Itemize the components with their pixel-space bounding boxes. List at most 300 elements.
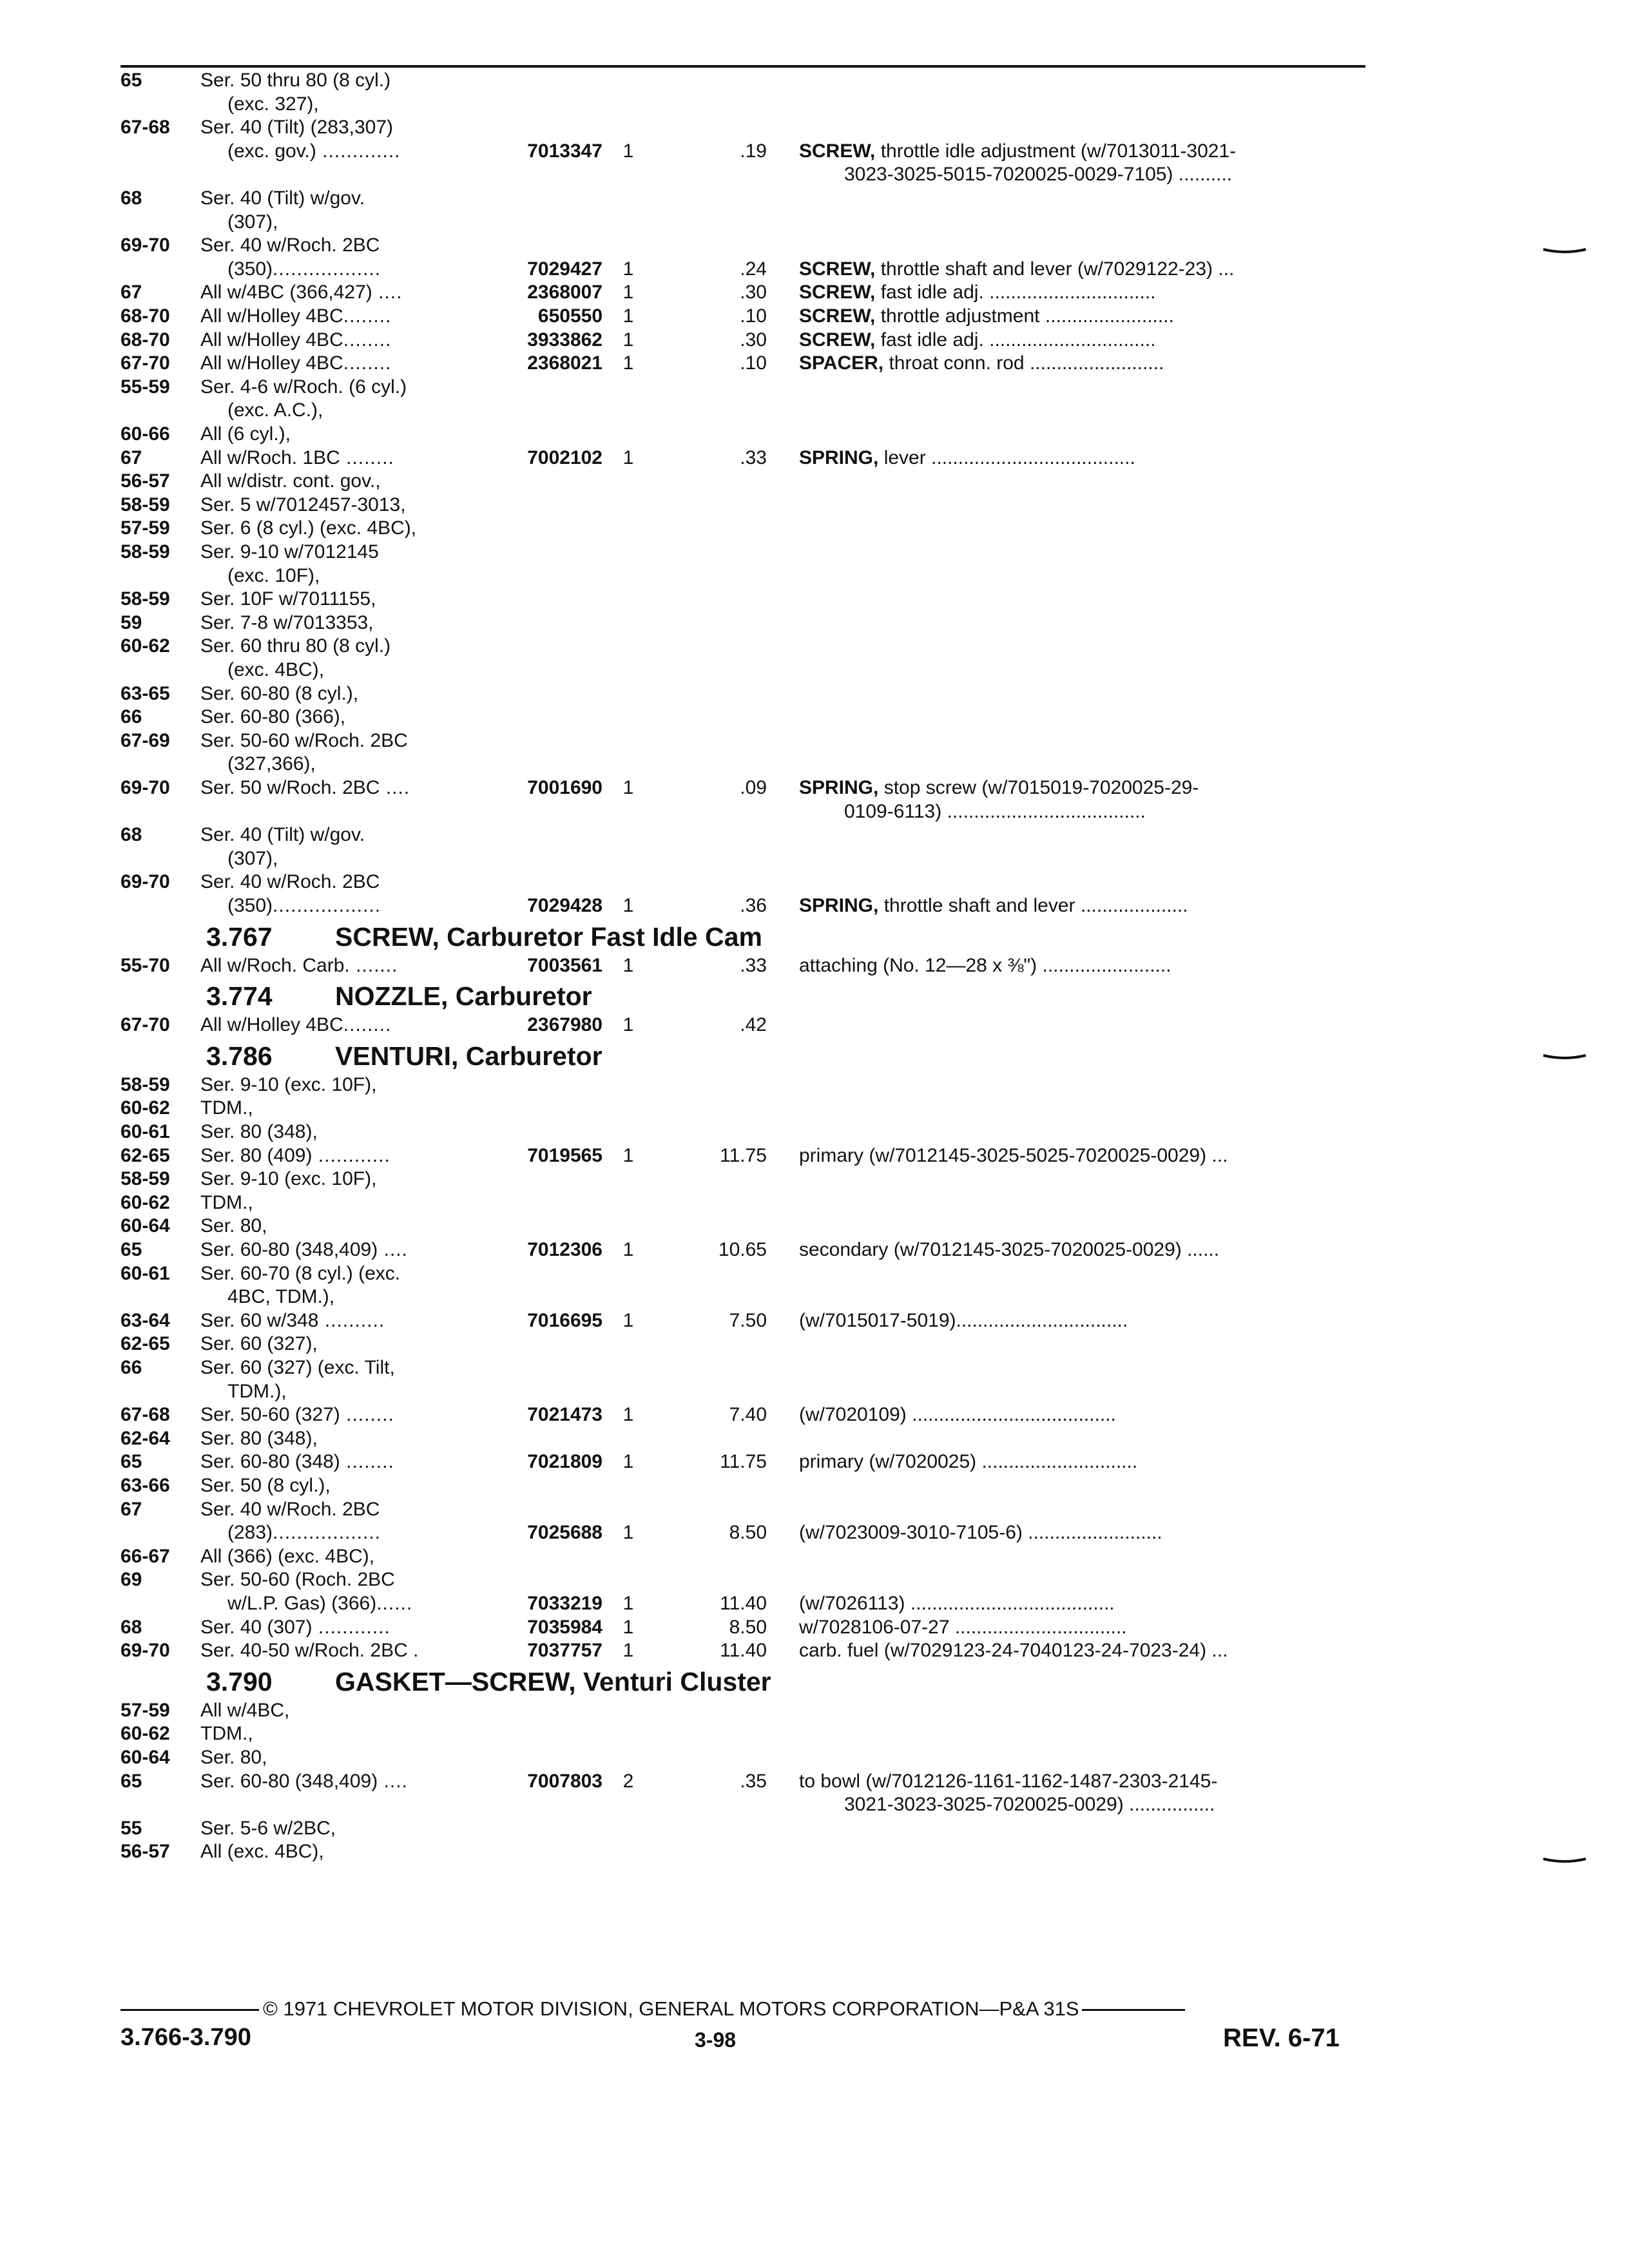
footer-copyright xyxy=(120,1997,1364,2021)
table-row xyxy=(0,1722,1629,1745)
section-number: 3.790 xyxy=(206,1666,273,1696)
quantity: 1 xyxy=(622,1309,634,1331)
description-text: (exc. 4BC), xyxy=(227,659,325,680)
application-description xyxy=(227,399,323,422)
remark-text: throttle shaft and lever (w/7029122-23) ... xyxy=(875,258,1235,280)
application-description xyxy=(200,517,416,540)
application-description xyxy=(200,1699,289,1722)
footer-section-range: 3.766-3.790 xyxy=(120,2024,251,2051)
model-year: 60-66 xyxy=(120,423,170,445)
quantity: 1 xyxy=(622,954,634,976)
model-year: 58-59 xyxy=(120,541,170,562)
description-text: Ser. 5 w/7012457-3013, xyxy=(200,494,406,515)
table-row xyxy=(0,376,1629,399)
description-text: Ser. 9-10 (exc. 10F), xyxy=(200,1168,377,1190)
description-text: Ser. 50-60 w/Roch. 2BC xyxy=(200,729,408,751)
part-name: SCREW, xyxy=(799,140,876,162)
model-year: 60-64 xyxy=(120,1215,170,1237)
table-row xyxy=(0,399,1629,422)
part-number: 3933862 xyxy=(527,329,602,351)
model-year: 68-70 xyxy=(120,305,170,327)
margin-mark xyxy=(1542,1052,1587,1059)
part-name: SCREW, xyxy=(799,282,876,303)
remarks xyxy=(844,163,1232,186)
quantity: 2 xyxy=(622,1770,634,1792)
price: .24 xyxy=(740,258,767,280)
description-text: Ser. 6 (8 cyl.) (exc. 4BC), xyxy=(200,517,417,539)
description-text: Ser. 60-80 (348) xyxy=(200,1451,340,1473)
model-year: 63-64 xyxy=(120,1309,170,1331)
application-description xyxy=(227,1592,412,1615)
description-text: (exc. 10F), xyxy=(227,564,320,586)
price: .09 xyxy=(740,777,767,798)
remarks xyxy=(799,954,1171,977)
price: .10 xyxy=(740,305,767,327)
application-description xyxy=(200,376,407,399)
model-year: 67-70 xyxy=(120,352,170,374)
leader-dots: ........ xyxy=(340,447,394,468)
remarks xyxy=(799,447,1135,470)
leader-dots: .................. xyxy=(273,895,381,916)
description-text: Ser. 60-80 (366), xyxy=(200,706,346,728)
description-text: (283) xyxy=(227,1522,273,1544)
table-row xyxy=(0,1746,1629,1769)
part-number: 7035984 xyxy=(527,1616,602,1638)
application-description xyxy=(200,234,380,257)
description-text: All w/Holley 4BC xyxy=(200,305,343,327)
quantity: 1 xyxy=(622,140,634,162)
table-row xyxy=(0,588,1629,611)
table-row xyxy=(0,1474,1629,1497)
remarks xyxy=(799,1450,1137,1474)
quantity: 1 xyxy=(622,352,634,374)
remark-text: secondary (w/7012145-3025-7020025-0029) ...... xyxy=(799,1239,1220,1260)
application-description xyxy=(200,823,365,847)
remarks xyxy=(799,1238,1219,1262)
application-description xyxy=(200,1073,376,1097)
model-year: 58-59 xyxy=(120,494,170,515)
remark-text: throat conn. rod ......................... xyxy=(883,352,1164,374)
table-row xyxy=(0,1770,1629,1793)
remarks xyxy=(799,329,1156,352)
remarks xyxy=(799,1770,1217,1793)
description-text: Ser. 60-80 (348,409) xyxy=(200,1770,378,1792)
price: .19 xyxy=(740,140,767,162)
table-row xyxy=(0,352,1629,375)
part-number: 7003561 xyxy=(527,954,602,976)
table-row xyxy=(0,494,1629,517)
quantity: 1 xyxy=(622,1616,634,1638)
part-number: 7029428 xyxy=(527,895,602,916)
remarks xyxy=(799,305,1174,328)
remark-text: 3021-3023-3025-7020025-0029) ................ xyxy=(844,1794,1215,1816)
part-number: 7001690 xyxy=(527,777,602,798)
application-description xyxy=(200,494,406,517)
remark-text: (w/7023009-3010-7105-6) ......................... xyxy=(799,1522,1162,1544)
section-title: NOZZLE, Carburetor xyxy=(335,981,592,1012)
description-text: Ser. 7-8 w/7013353, xyxy=(200,611,374,633)
application-description xyxy=(200,281,402,304)
leader-dots: .................. xyxy=(273,1522,381,1544)
table-row xyxy=(0,1403,1629,1427)
leader-dots: .... xyxy=(372,282,403,303)
part-name: SPRING, xyxy=(799,895,879,916)
model-year: 55-59 xyxy=(120,376,170,398)
part-name: SPRING, xyxy=(799,447,879,468)
application-description xyxy=(200,1450,394,1474)
leader-dots: ........ xyxy=(343,352,392,374)
model-year: 67-69 xyxy=(120,729,170,751)
application-description xyxy=(227,894,381,918)
leader-dots: ........ xyxy=(340,1404,394,1426)
remarks xyxy=(799,140,1236,163)
price: .33 xyxy=(740,954,767,976)
application-description xyxy=(200,729,408,753)
model-year: 67-68 xyxy=(120,1404,170,1426)
application-description xyxy=(200,1332,318,1356)
description-text: Ser. 50 w/Roch. 2BC xyxy=(200,777,380,798)
part-number: 7012306 xyxy=(527,1239,602,1260)
table-row xyxy=(0,1191,1629,1215)
table-row xyxy=(0,1840,1629,1863)
remarks xyxy=(799,1309,1128,1332)
part-number: 7021809 xyxy=(527,1451,602,1473)
table-row xyxy=(0,211,1629,234)
description-text: Ser. 40 (Tilt) w/gov. xyxy=(200,187,365,209)
application-description xyxy=(200,1840,324,1863)
model-year: 58-59 xyxy=(120,1073,170,1095)
table-row xyxy=(0,635,1629,658)
table-row xyxy=(0,258,1629,281)
model-year: 68-70 xyxy=(120,329,170,351)
table-row xyxy=(0,611,1629,635)
top-rule xyxy=(120,65,1365,68)
table-row xyxy=(0,1450,1629,1474)
remarks xyxy=(799,258,1234,281)
footer-revision: REV. 6-71 xyxy=(1223,2024,1340,2052)
price: .36 xyxy=(740,895,767,916)
application-description xyxy=(200,1309,385,1332)
model-year: 69-70 xyxy=(120,871,170,893)
section-title: SCREW, Carburetor Fast Idle Cam xyxy=(335,921,762,952)
table-row xyxy=(0,1616,1629,1639)
remark-text: throttle shaft and lever .................... xyxy=(878,895,1188,916)
price: .42 xyxy=(740,1014,767,1036)
leader-dots: .................. xyxy=(273,258,381,280)
description-text: (350) xyxy=(227,258,273,280)
table-row xyxy=(0,541,1629,564)
application-description xyxy=(227,1380,287,1403)
model-year: 69-70 xyxy=(120,1640,170,1662)
application-description xyxy=(227,258,381,281)
model-year: 66-67 xyxy=(120,1545,170,1567)
application-description xyxy=(200,1191,253,1215)
quantity: 1 xyxy=(622,777,634,798)
application-description xyxy=(200,635,390,658)
model-year: 56-57 xyxy=(120,1841,170,1863)
description-text: Ser. 60 (327), xyxy=(200,1333,318,1355)
remark-text: lever ...................................... xyxy=(878,447,1135,468)
application-description xyxy=(227,847,278,870)
model-year: 65 xyxy=(120,1451,142,1473)
table-row xyxy=(0,870,1629,894)
application-description xyxy=(200,423,291,446)
model-year: 60-61 xyxy=(120,1121,170,1142)
description-text: TDM., xyxy=(200,1723,253,1745)
leader-dots: ........ xyxy=(343,1014,392,1036)
remarks xyxy=(799,776,1199,800)
description-text: Ser. 40 (Tilt) (283,307) xyxy=(200,117,394,139)
description-text: Ser. 50 thru 80 (8 cyl.) xyxy=(200,70,391,91)
remark-text: (w/7015017-5019)................................ xyxy=(799,1309,1128,1331)
description-text: Ser. 10F w/7011155, xyxy=(200,588,376,610)
quantity: 1 xyxy=(622,305,634,327)
price: .10 xyxy=(740,352,767,374)
description-text: Ser. 80 (409) xyxy=(200,1144,313,1166)
price: .30 xyxy=(740,329,767,351)
description-text: All w/distr. cont. gov., xyxy=(200,470,381,492)
table-row xyxy=(0,753,1629,776)
description-text: All w/Holley 4BC xyxy=(200,1014,343,1036)
table-row xyxy=(0,281,1629,304)
description-text: All w/Holley 4BC xyxy=(200,329,343,351)
quantity: 1 xyxy=(622,1640,634,1662)
part-number: 7007803 xyxy=(527,1770,602,1792)
leader-dots: .... xyxy=(378,1239,408,1260)
application-description xyxy=(200,1356,395,1379)
application-description xyxy=(227,1285,334,1309)
description-text: Ser. 60-70 (8 cyl.) (exc. xyxy=(200,1262,401,1284)
description-text: Ser. 50-60 (327) xyxy=(200,1404,340,1426)
table-row xyxy=(0,658,1629,682)
table-row xyxy=(0,729,1629,753)
model-year: 68 xyxy=(120,187,142,209)
price: 11.40 xyxy=(720,1640,767,1662)
model-year: 68 xyxy=(120,824,142,846)
application-description xyxy=(200,588,376,611)
table-row xyxy=(0,1521,1629,1544)
model-year: 69-70 xyxy=(120,777,170,798)
application-description xyxy=(200,187,365,210)
section-title: GASKET—SCREW, Venturi Cluster xyxy=(335,1666,771,1696)
quantity: 1 xyxy=(622,329,634,351)
price: 11.40 xyxy=(720,1593,767,1614)
model-year: 57-59 xyxy=(120,517,170,539)
model-year: 66 xyxy=(120,1357,142,1378)
application-description xyxy=(200,329,391,352)
table-row xyxy=(0,69,1629,92)
remark-text: fast idle adj. ............................... xyxy=(875,282,1156,303)
application-description xyxy=(200,1014,391,1037)
leader-dots: .......... xyxy=(318,1309,385,1331)
description-text: Ser. 40 w/Roch. 2BC xyxy=(200,871,380,893)
application-description xyxy=(200,1168,376,1191)
remarks xyxy=(799,1616,1127,1639)
remarks xyxy=(799,1592,1115,1615)
application-description xyxy=(200,1474,331,1497)
section-number: 3.767 xyxy=(206,921,273,952)
table-row xyxy=(0,800,1629,823)
table-row xyxy=(0,1215,1629,1238)
table-row xyxy=(0,93,1629,116)
remark-text: to bowl (w/7012126-1161-1162-1487-2303-2145- xyxy=(799,1770,1218,1792)
remark-text: 0109-6113) ..................................... xyxy=(844,800,1146,822)
table-row xyxy=(0,447,1629,470)
table-row xyxy=(0,1568,1629,1591)
description-text: Ser. 9-10 w/7012145 xyxy=(200,541,379,562)
part-number: 7013347 xyxy=(527,140,602,162)
description-text: Ser. 40 (Tilt) w/gov. xyxy=(200,824,365,846)
table-row xyxy=(0,305,1629,328)
model-year: 59 xyxy=(120,611,142,633)
leader-dots: .... xyxy=(378,1770,408,1792)
model-year: 67-68 xyxy=(120,117,170,139)
description-text: All (366) (exc. 4BC), xyxy=(200,1545,375,1567)
model-year: 67 xyxy=(120,1498,142,1520)
description-text: Ser. 60-80 (348,409) xyxy=(200,1239,378,1260)
remarks xyxy=(799,1639,1228,1662)
description-text: (307), xyxy=(227,847,278,869)
model-year: 62-65 xyxy=(120,1144,170,1166)
remarks xyxy=(844,1793,1215,1816)
table-row xyxy=(0,1014,1629,1037)
part-number: 650550 xyxy=(537,305,602,327)
table-row xyxy=(0,564,1629,588)
remark-text: (w/7026113) ...................................... xyxy=(799,1593,1115,1614)
table-row xyxy=(0,823,1629,847)
part-number: 7019565 xyxy=(527,1144,602,1166)
part-name: SCREW, xyxy=(799,329,876,351)
quantity: 1 xyxy=(622,1014,634,1036)
quantity: 1 xyxy=(622,1522,634,1544)
remark-text: 3023-3025-5015-7020025-0029-7105) .......... xyxy=(844,164,1233,186)
application-description xyxy=(200,470,381,493)
table-row xyxy=(0,163,1629,186)
description-text: Ser. 60 thru 80 (8 cyl.) xyxy=(200,635,391,657)
section-number: 3.786 xyxy=(206,1041,273,1071)
application-description xyxy=(200,1746,267,1769)
quantity: 1 xyxy=(622,895,634,916)
application-description xyxy=(200,1817,336,1840)
price: 7.40 xyxy=(729,1404,767,1426)
description-text: w/L.P. Gas) (366) xyxy=(227,1593,377,1614)
model-year: 67 xyxy=(120,282,142,303)
table-row xyxy=(0,1427,1629,1450)
leader-dots: ............ xyxy=(312,1616,390,1638)
part-number: 7025688 xyxy=(527,1522,602,1544)
remark-text: w/7028106-07-27 ................................ xyxy=(799,1616,1127,1638)
application-description xyxy=(200,1262,400,1285)
table-row xyxy=(0,706,1629,729)
application-description xyxy=(200,69,390,92)
application-description xyxy=(227,658,324,682)
application-description xyxy=(227,564,320,588)
application-description xyxy=(200,1427,318,1450)
application-description xyxy=(200,1238,408,1262)
leader-dots: .... xyxy=(380,777,410,798)
application-description xyxy=(200,1144,390,1168)
description-text: All w/Roch. Carb. xyxy=(200,954,350,976)
price: 11.75 xyxy=(720,1144,767,1166)
table-row xyxy=(0,1262,1629,1285)
remarks xyxy=(844,800,1146,823)
table-row xyxy=(0,1168,1629,1191)
section-number: 3.774 xyxy=(206,981,273,1012)
application-description xyxy=(200,1545,374,1568)
part-name: SPACER, xyxy=(799,352,884,374)
table-row xyxy=(0,682,1629,706)
part-number: 2367980 xyxy=(527,1014,602,1036)
remark-text: attaching (No. 12—28 x ⅜") ........................ xyxy=(799,954,1171,976)
quantity: 1 xyxy=(622,1404,634,1426)
part-number: 2368007 xyxy=(527,282,602,303)
model-year: 60-62 xyxy=(120,1191,170,1213)
description-text: All w/4BC (366,427) xyxy=(200,282,372,303)
table-row xyxy=(0,894,1629,918)
application-description xyxy=(200,954,398,977)
application-description xyxy=(200,1616,390,1639)
application-description xyxy=(227,1521,381,1544)
price: 8.50 xyxy=(729,1616,767,1638)
description-text: (350) xyxy=(227,895,273,916)
price: 10.65 xyxy=(718,1239,767,1260)
table-row xyxy=(0,847,1629,870)
table-row xyxy=(0,140,1629,163)
table-row xyxy=(0,1639,1629,1662)
description-text: Ser. 40-50 w/Roch. 2BC . xyxy=(200,1640,419,1662)
part-number: 7033219 xyxy=(527,1593,602,1614)
model-year: 65 xyxy=(120,70,142,91)
description-text: Ser. 40 w/Roch. 2BC xyxy=(200,1498,380,1520)
description-text: Ser. 80 (348), xyxy=(200,1427,318,1449)
table-row xyxy=(0,1144,1629,1168)
quantity: 1 xyxy=(622,282,634,303)
part-name: SCREW, xyxy=(799,305,876,327)
remark-text: primary (w/7020025) ............................. xyxy=(799,1451,1138,1473)
copyright-text: © 1971 CHEVROLET MOTOR DIVISION, GENERAL MOTORS CORPORATION—P&A 31S xyxy=(263,1997,1079,2020)
model-year: 60-64 xyxy=(120,1747,170,1768)
description-text: Ser. 60 w/348 xyxy=(200,1309,319,1331)
description-text: Ser. 40 (307) xyxy=(200,1616,313,1638)
application-description xyxy=(200,870,380,894)
table-row xyxy=(0,517,1629,540)
part-name: SPRING, xyxy=(799,777,879,798)
margin-mark xyxy=(1542,246,1587,253)
model-year: 67 xyxy=(120,447,142,468)
description-text: TDM.), xyxy=(227,1380,287,1402)
application-description xyxy=(200,776,410,800)
section-title: VENTURI, Carburetor xyxy=(335,1041,602,1071)
description-text: All w/4BC, xyxy=(200,1699,290,1721)
table-row xyxy=(0,1097,1629,1120)
description-text: TDM., xyxy=(200,1097,253,1119)
table-row xyxy=(0,776,1629,800)
application-description xyxy=(200,1403,394,1427)
part-number: 7021473 xyxy=(527,1404,602,1426)
description-text: (exc. A.C.), xyxy=(227,399,323,421)
application-description xyxy=(200,1215,267,1238)
application-description xyxy=(200,1722,253,1745)
application-description xyxy=(200,1097,253,1120)
application-description xyxy=(200,1498,380,1521)
description-text: (exc. 327), xyxy=(227,93,319,115)
application-description xyxy=(200,682,358,706)
table-row xyxy=(0,1332,1629,1356)
model-year: 60-62 xyxy=(120,1097,170,1119)
description-text: Ser. 80, xyxy=(200,1215,267,1237)
remarks xyxy=(799,1403,1116,1427)
table-row xyxy=(0,1545,1629,1568)
